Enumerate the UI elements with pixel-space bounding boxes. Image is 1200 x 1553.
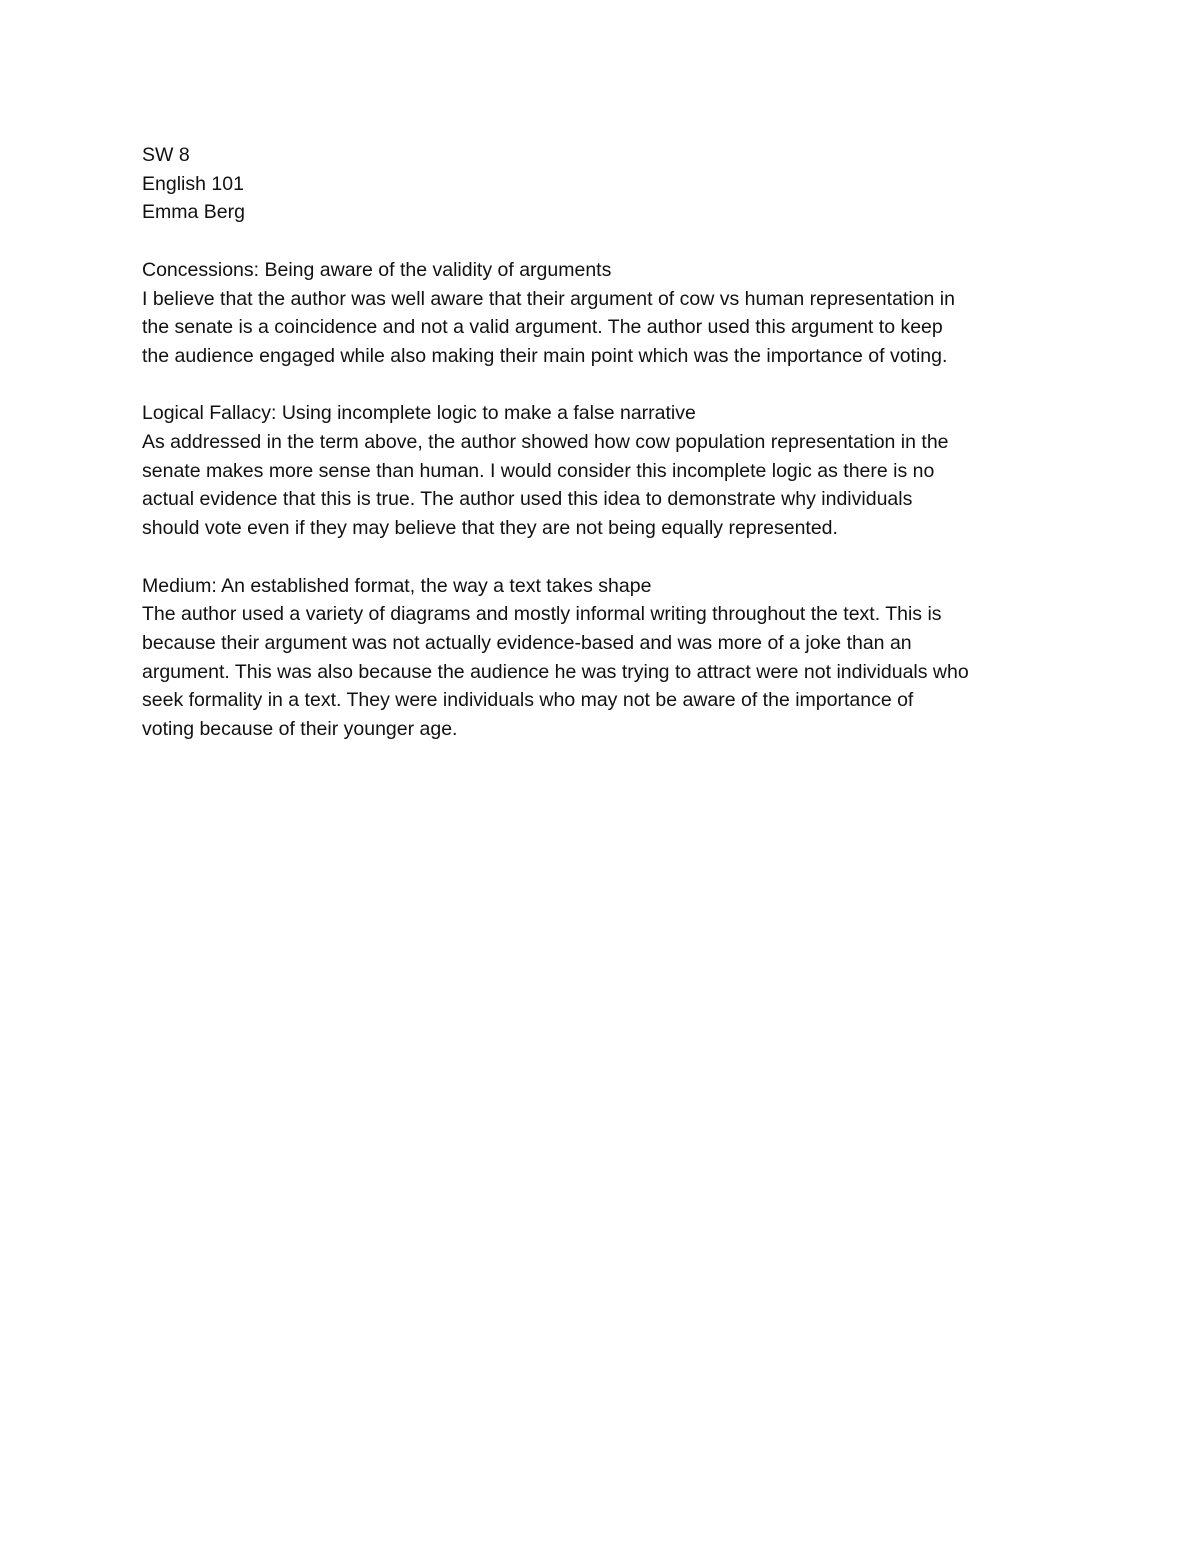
paragraph-line: actual evidence that this is true. The author used this idea to demonstrate why individuals: [142, 488, 913, 511]
section-medium: [142, 572, 1072, 744]
author-name: Emma Berg: [142, 201, 245, 224]
section-logical-fallacy: [142, 399, 1072, 543]
paragraph-line: the senate is a coincidence and not a valid argument. The author used this argument to keep: [142, 316, 943, 339]
paragraph-line: seek formality in a text. They were individuals who may not be aware of the importance of: [142, 689, 914, 712]
section-term: Concessions: Being aware of the validity of arguments: [142, 258, 612, 281]
section-term: Logical Fallacy: Using incomplete logic to make a false narrative: [142, 402, 696, 425]
assignment-label: SW 8: [142, 144, 190, 166]
paragraph-line: voting because of their younger age.: [142, 718, 458, 741]
header-block: [142, 141, 1072, 227]
paragraph-line: I believe that the author was well aware that their argument of cow vs human representation in: [142, 287, 955, 310]
section-concessions: [142, 256, 1072, 371]
document-body: [142, 141, 1072, 744]
paragraph-line: The author used a variety of diagrams and mostly informal writing throughout the text. This is: [142, 603, 942, 626]
paragraph-line: because their argument was not actually evidence-based and was more of a joke than an: [142, 631, 912, 654]
paragraph-line: senate makes more sense than human. I would consider this incomplete logic as there is no: [142, 459, 935, 482]
paragraph-line: the audience engaged while also making their main point which was the importance of voting.: [142, 344, 948, 367]
paragraph-line: should vote even if they may believe that they are not being equally represented.: [142, 517, 838, 540]
course-name: English 101: [142, 172, 244, 195]
paragraph-line: argument. This was also because the audience he was trying to attract were not individuals who: [142, 660, 969, 683]
paragraph-line: As addressed in the term above, the author showed how cow population representation in the: [142, 431, 949, 453]
section-term: Medium: An established format, the way a text takes shape: [142, 574, 652, 597]
